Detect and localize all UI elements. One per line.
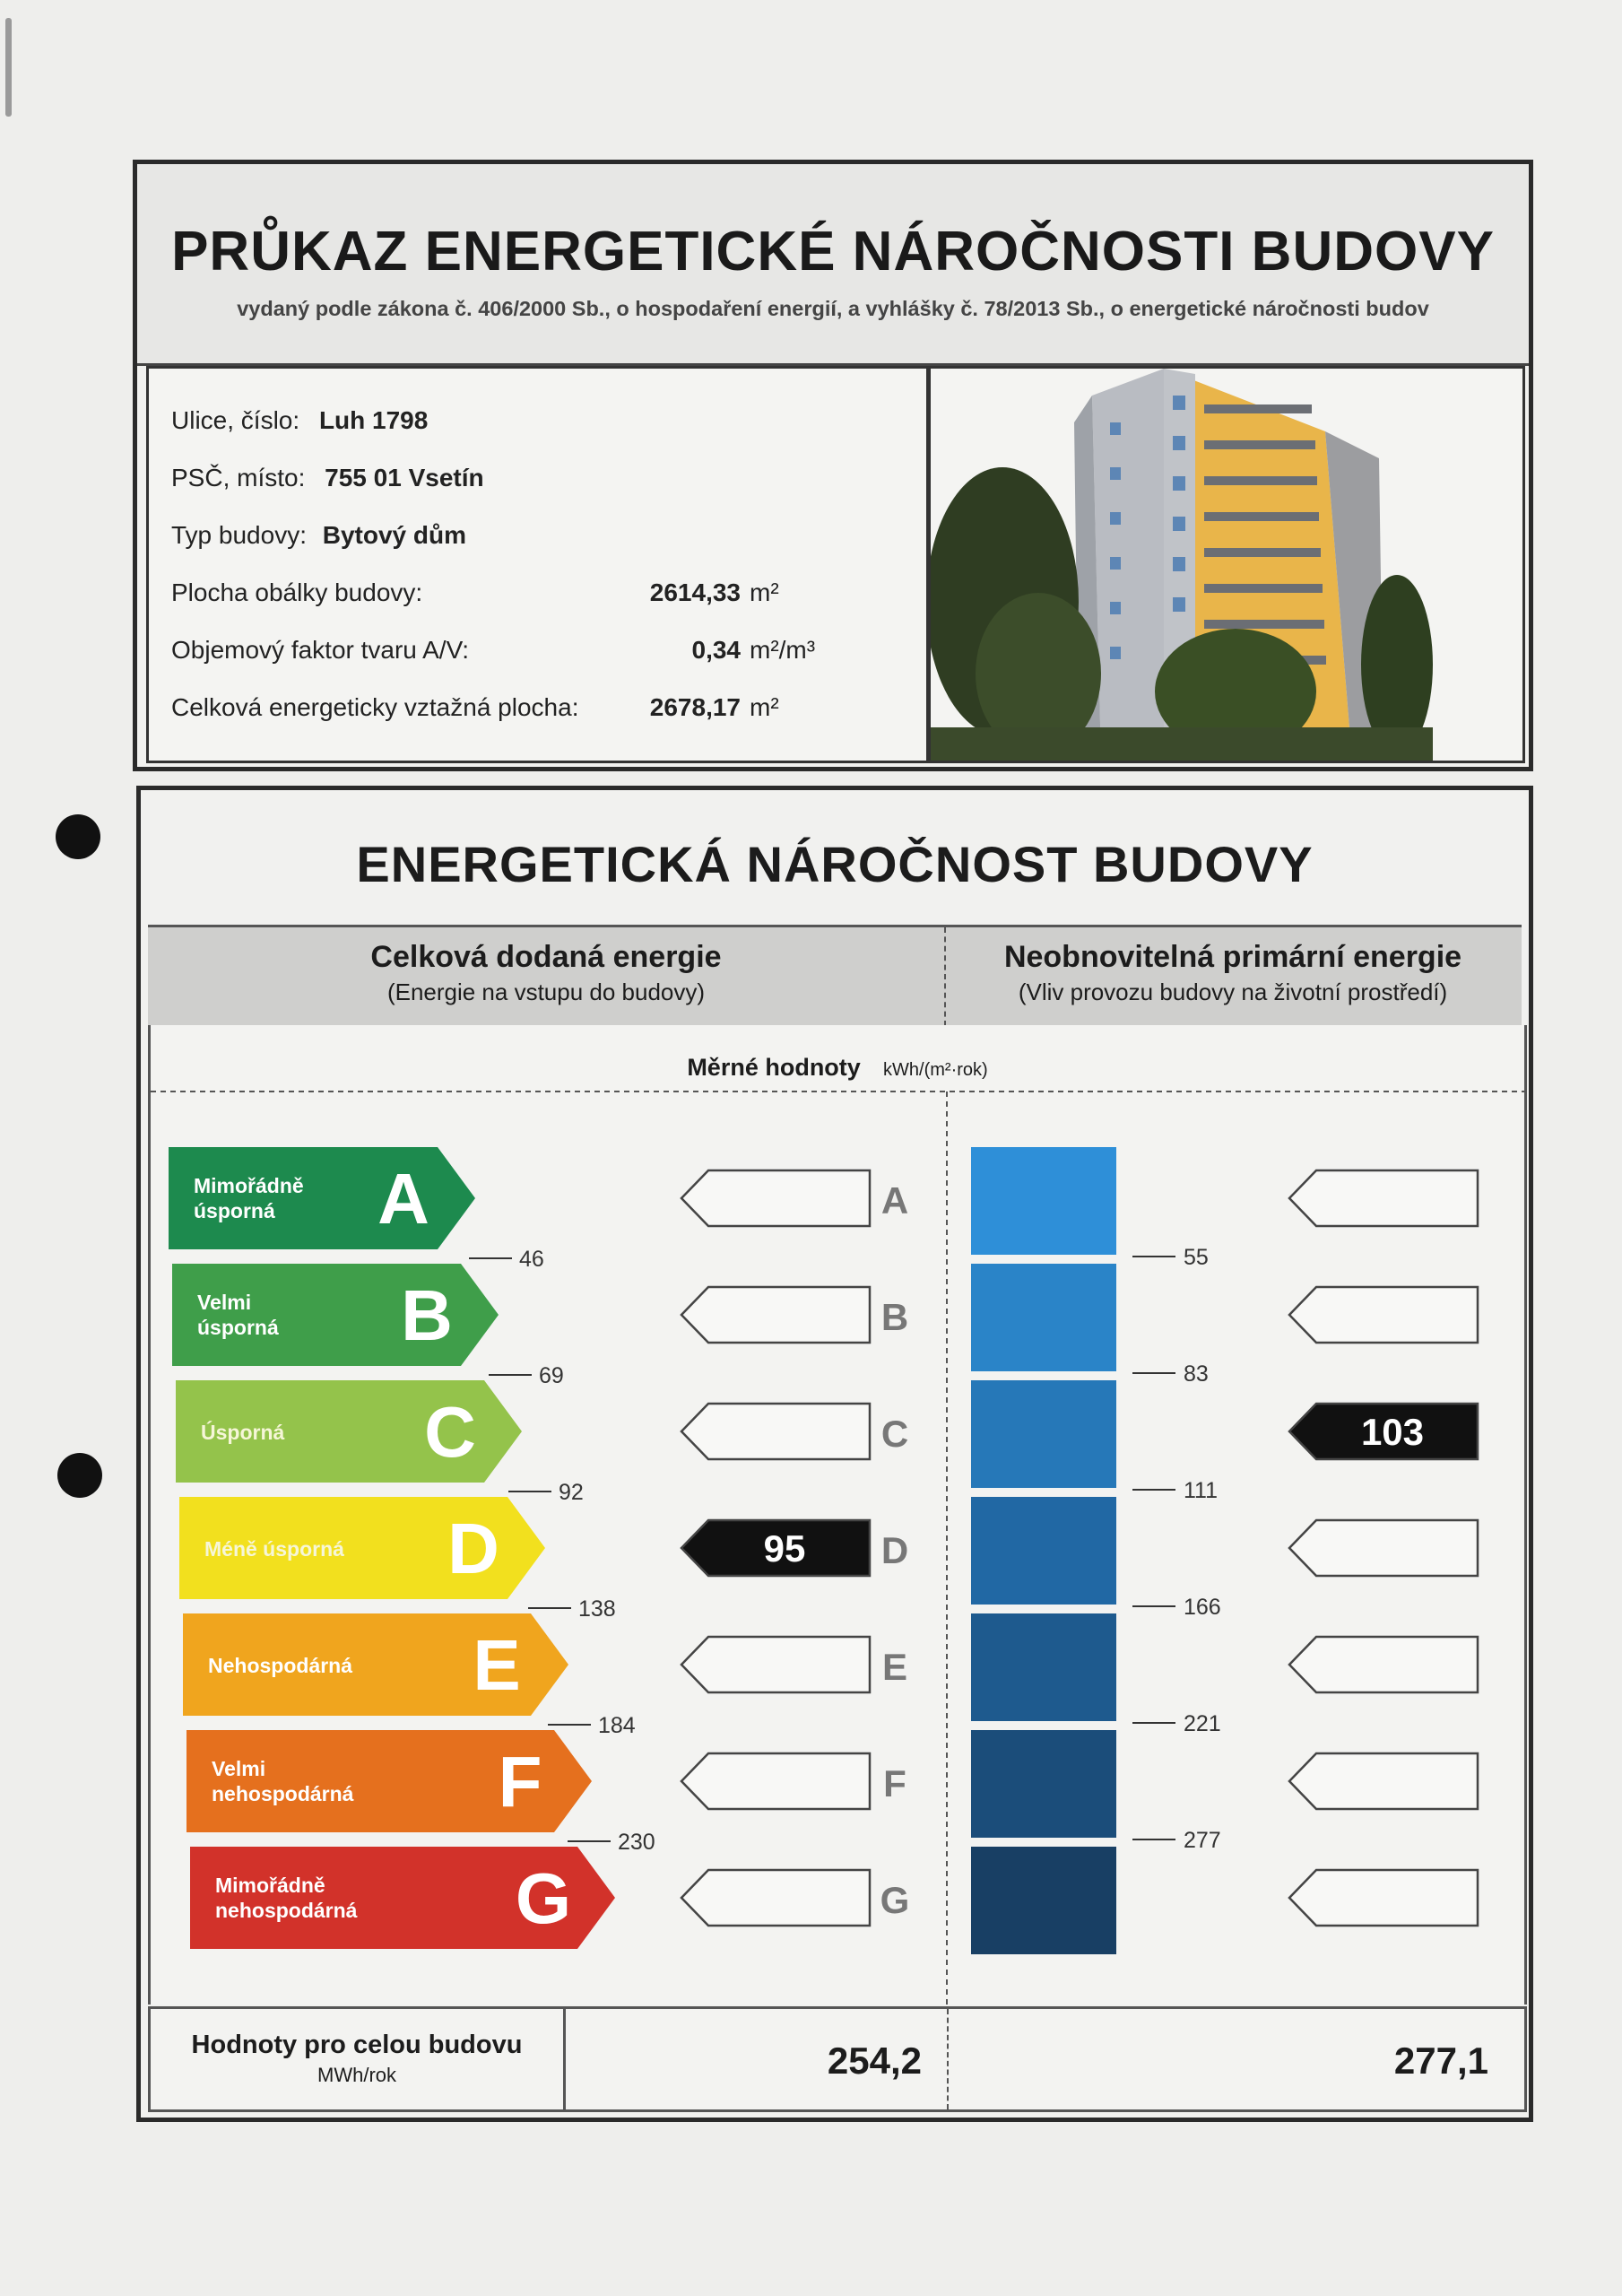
delivered-threshold-138: 138 — [578, 1596, 616, 1622]
floor-value-row — [149, 693, 741, 722]
city-value: 755 01 Vsetín — [325, 464, 484, 491]
staple-mark — [5, 18, 12, 117]
column-header-band — [148, 925, 1522, 1029]
primary-threshold-166: 166 — [1184, 1595, 1221, 1620]
city-label: PSČ, místo: — [171, 464, 306, 491]
delivered-threshold-92: 92 — [559, 1480, 584, 1505]
class-letter-f: F — [498, 1742, 542, 1822]
left-column-title: Celková dodaná energie — [370, 940, 722, 974]
shape-value: 0,34 — [691, 636, 741, 664]
primary-threshold-83: 83 — [1184, 1361, 1209, 1387]
delivered-threshold-230: 230 — [618, 1830, 655, 1855]
delivered-energy-slot-letter-b: B — [880, 1296, 909, 1338]
left-column-subtitle: (Energie na vstupu do budovy) — [386, 978, 706, 1005]
primary-energy-scale-f — [971, 1730, 1116, 1838]
primary-threshold-55: 55 — [1184, 1245, 1209, 1270]
rating-scale-graphic — [151, 1025, 1524, 2005]
envelope-value: 2614,33 — [649, 578, 741, 606]
document-title: PRŮKAZ ENERGETICKÉ NÁROČNOSTI BUDOVY — [171, 221, 1495, 283]
whole-building-unit: MWh/rok — [317, 2064, 396, 2086]
section-title: ENERGETICKÁ NÁROČNOST BUDOVY — [356, 836, 1314, 892]
class-letter-a: A — [377, 1159, 429, 1239]
delivered-energy-slot-g — [681, 1870, 870, 1926]
building-photo — [926, 366, 1525, 763]
left-column-header — [148, 940, 944, 1006]
specific-values-unit: kWh/(m²·rok) — [883, 1060, 988, 1080]
primary-energy-slot-e — [1289, 1637, 1478, 1692]
class-name-b: Velmi — [197, 1291, 252, 1314]
delivered-energy-slot-letter-e: E — [881, 1646, 908, 1688]
primary-energy-slot-g — [1289, 1870, 1478, 1926]
type-row — [171, 521, 466, 550]
class-name-c: Úsporná — [201, 1421, 285, 1444]
certificate-header — [137, 164, 1529, 366]
right-column-title: Neobnovitelná primární energie — [1003, 940, 1462, 974]
delivered-energy-slot-b — [681, 1287, 870, 1343]
delivered-energy-slot-f — [681, 1753, 870, 1809]
class-letter-c: C — [424, 1392, 476, 1472]
primary-energy-scale-e — [971, 1613, 1116, 1721]
class-name-f-line2: nehospodárná — [212, 1782, 354, 1805]
primary-energy-slot-a — [1289, 1170, 1478, 1226]
delivered-energy-slot-letter-f: F — [883, 1762, 906, 1805]
floor-label: Celková energeticky vztažná plocha: — [171, 693, 579, 721]
primary-energy-value: 103 — [1360, 1411, 1425, 1453]
shape-value-row — [149, 636, 741, 665]
primary-energy-scale-b — [971, 1264, 1116, 1371]
class-letter-d: D — [447, 1509, 499, 1588]
primary-energy-scale-c — [971, 1380, 1116, 1488]
type-label: Typ budovy: — [171, 521, 307, 549]
whole-building-values-row — [148, 2006, 1527, 2112]
primary-energy-scale-a — [971, 1147, 1116, 1255]
class-name-d: Méně úsporná — [204, 1537, 344, 1561]
class-name-a: Mimořádně — [194, 1174, 304, 1197]
rating-scale-box — [148, 1025, 1527, 2005]
delivered-threshold-46: 46 — [519, 1247, 544, 1272]
delivered-energy-slot-a — [681, 1170, 870, 1226]
energy-rating-panel — [136, 786, 1533, 2122]
class-name-f: Velmi — [212, 1757, 266, 1780]
delivered-energy-slot-letter-d: D — [880, 1529, 909, 1571]
specific-values-label: Měrné hodnoty — [687, 1054, 861, 1081]
class-name-a-line2: úsporná — [194, 1199, 275, 1222]
delivered-energy-slot-e — [681, 1637, 870, 1692]
primary-threshold-221: 221 — [1184, 1711, 1221, 1736]
right-column-subtitle: (Vliv provozu budovy na životní prostředí) — [1018, 978, 1448, 1005]
building-info-box — [146, 366, 934, 763]
envelope-unit: m² — [750, 578, 779, 606]
city-row — [171, 464, 484, 492]
punch-hole — [57, 1453, 102, 1498]
delivered-energy-slot-letter-g: G — [880, 1879, 910, 1921]
class-name-e: Nehospodárná — [208, 1654, 353, 1677]
delivered-threshold-184: 184 — [598, 1713, 636, 1738]
floor-unit: m² — [750, 693, 779, 721]
delivered-energy-slot-letter-c: C — [880, 1413, 909, 1455]
type-value: Bytový dům — [322, 521, 467, 549]
class-name-b-line2: úsporná — [197, 1316, 279, 1339]
primary-threshold-277: 277 — [1184, 1828, 1221, 1853]
certificate-header-panel — [133, 160, 1533, 771]
right-column-header — [944, 940, 1522, 1006]
document-subtitle: vydaný podle zákona č. 406/2000 Sb., o hospodaření energií, a vyhlášky č. 78/2013 Sb., o energetické náročnosti budov — [237, 297, 1429, 320]
whole-building-label — [151, 2031, 563, 2087]
whole-building-title: Hodnoty pro celou budovu — [191, 2031, 523, 2059]
primary-energy-slot-f — [1289, 1753, 1478, 1809]
delivered-energy-slot-letter-a: A — [880, 1179, 909, 1222]
class-name-g-line2: nehospodárná — [215, 1899, 358, 1922]
primary-energy-slot-d — [1289, 1520, 1478, 1576]
envelope-value-row — [149, 578, 741, 607]
primary-energy-scale-d — [971, 1497, 1116, 1605]
punch-hole — [56, 814, 100, 859]
primary-threshold-111: 111 — [1184, 1478, 1219, 1503]
street-row — [171, 406, 428, 435]
class-letter-b: B — [401, 1275, 453, 1355]
envelope-label: Plocha obálky budovy: — [171, 578, 423, 606]
class-letter-e: E — [473, 1625, 521, 1705]
shape-unit: m²/m³ — [750, 636, 816, 664]
total-delivered-energy-value: 254,2 — [827, 2039, 922, 2082]
delivered-energy-slot-c — [681, 1404, 870, 1459]
class-letter-g: G — [515, 1858, 572, 1938]
total-primary-energy-value: 277,1 — [1393, 2039, 1488, 2082]
delivered-energy-value: 95 — [763, 1527, 806, 1570]
primary-energy-scale-g — [971, 1847, 1116, 1954]
class-name-g: Mimořádně — [215, 1874, 325, 1897]
street-label: Ulice, číslo: — [171, 406, 300, 434]
shape-label: Objemový faktor tvaru A/V: — [171, 636, 469, 664]
delivered-threshold-69: 69 — [539, 1363, 564, 1388]
floor-value: 2678,17 — [649, 693, 741, 721]
street-value: Luh 1798 — [318, 406, 429, 434]
primary-energy-slot-b — [1289, 1287, 1478, 1343]
